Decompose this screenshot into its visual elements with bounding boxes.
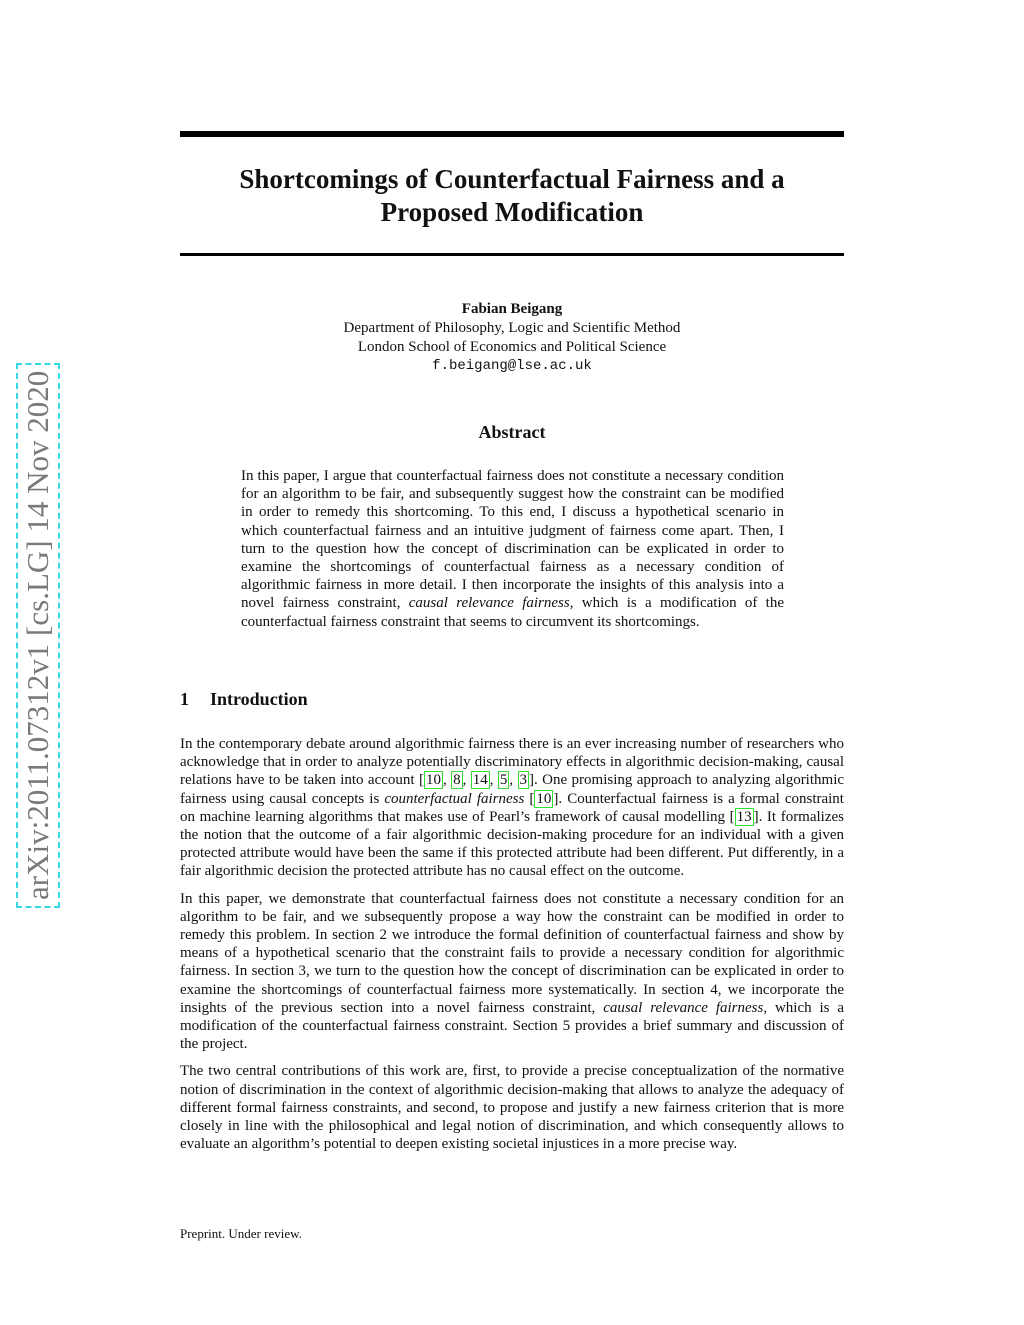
abstract-text: In this paper, I argue that counterfactual fairness does not constitute a necessary condition for an algorithm to be fair, and subsequently suggest how the constraint can be modified in order to remedy this shortcoming. To this end, I discuss a hypothetical scenario in which counterfactual fairness and an intuitive judgment of fairness come apart. Then, I turn to the question how the concept of discrimination can be explicated in order to examine the shortcomings of counterfactual fairness as a necessary condition of algorithmic fairness in more detail. I then incorporate the insights of this analysis into a novel fairness constraint, causal relevance fairness, which is a modification of the counterfactual fairness constraint that seems to circumvent its shortcomings. [241, 468, 785, 630]
section-number: 1 [180, 689, 189, 709]
preprint-footnote: Preprint. Under review. [180, 1226, 302, 1241]
citation-link[interactable]: 14 [472, 772, 488, 789]
title-top-rule [180, 131, 844, 137]
author-block [180, 300, 844, 376]
citation-link[interactable]: 10 [425, 772, 441, 789]
intro-paragraph-3: The two central contributions of this work are, first, to provide a precise conceptualization of the normative notion of discrimination in the context of algorithmic decision-making that allows to analyze the adequacy of different formal fairness constraints, and second, to propose and justify a new fairness criterion that is more closely in line with the philosophical and legal notion of discrimination, and which consequently allows to evaluate an algorithm’s potential to deepen existing societal injustices in a more precise way. [180, 1063, 844, 1153]
abstract-emphasis: causal relevance fairness [408, 595, 570, 612]
section-heading [180, 689, 308, 710]
citation-link[interactable]: 10 [536, 790, 552, 807]
abstract-heading: Abstract [478, 422, 546, 442]
citation-link[interactable]: 3 [519, 772, 528, 789]
introduction-body [180, 735, 844, 1162]
title-bottom-rule [180, 253, 844, 256]
section-title: Introduction [210, 689, 308, 709]
emphasis-term: counterfactual fairness [384, 790, 525, 807]
author-name: Fabian Beigang [461, 301, 563, 317]
author-institution: London School of Economics and Political Science [357, 339, 667, 355]
intro-paragraph-2: In this paper, we demonstrate that counterfactual fairness does not constitute a necessary condition for an algorithm to be fair, and we subsequently propose a way how the constraint can be modified in order to remedy this problem. In section 2 we introduce the formal definition of counterfactual fairness and show by means of a hypothetical scenario that the constraint fails to provide a necessary condition for algorithmic fairness. In section 3, we turn to the question how the concept of discrimination can be explicated in order to examine the shortcomings of counterfactual fairness more systematically. In section 4, we incorporate the insights of the previous section into a novel fairness constraint, causal relevance fairness, which is a modification of the counterfactual fairness constraint. Section 5 provides a brief summary and discussion of the project. [180, 890, 844, 1053]
author-email: f.beigang@lse.ac.uk [432, 358, 592, 374]
citation-link[interactable]: 5 [499, 772, 508, 789]
emphasis-term: causal relevance fairness [603, 999, 764, 1016]
arxiv-identifier-stamp: arXiv:2011.07312v1 [cs.LG] 14 Nov 2020 [16, 363, 60, 908]
intro-paragraph-1: In the contemporary debate around algorithmic fairness there is an ever increasing number of researchers who acknowledge that in order to analyze potentially discriminatory effects in algorithmic decision-making, causal relations have to be taken into account [ 10 , 8 , 14 , 5 , 3 ]. One promising approach to analyzing algorithmic fairness using causal concepts is counterfactual fairness [ 10 ]. Counterfactual fairness is a formal constraint on machine learning algorithms that makes use of Pearl’s framework of causal modelling [ 13 ]. It formalizes the notion that the outcome of a fair algorithmic decision-making procedure for an individual with a given protected attribute would have been the same if this protected attribute had been different. Put differently, in a fair algorithmic decision the protected attribute has no causal effect on the outcome. [180, 736, 845, 880]
title-line-2: Proposed Modification [380, 197, 644, 227]
citation-link[interactable]: 13 [736, 808, 752, 825]
paper-title [180, 163, 844, 229]
citation-link[interactable]: 8 [453, 772, 461, 789]
author-department: Department of Philosophy, Logic and Scientific Method [343, 320, 681, 336]
title-line-1: Shortcomings of Counterfactual Fairness and a [239, 164, 785, 194]
